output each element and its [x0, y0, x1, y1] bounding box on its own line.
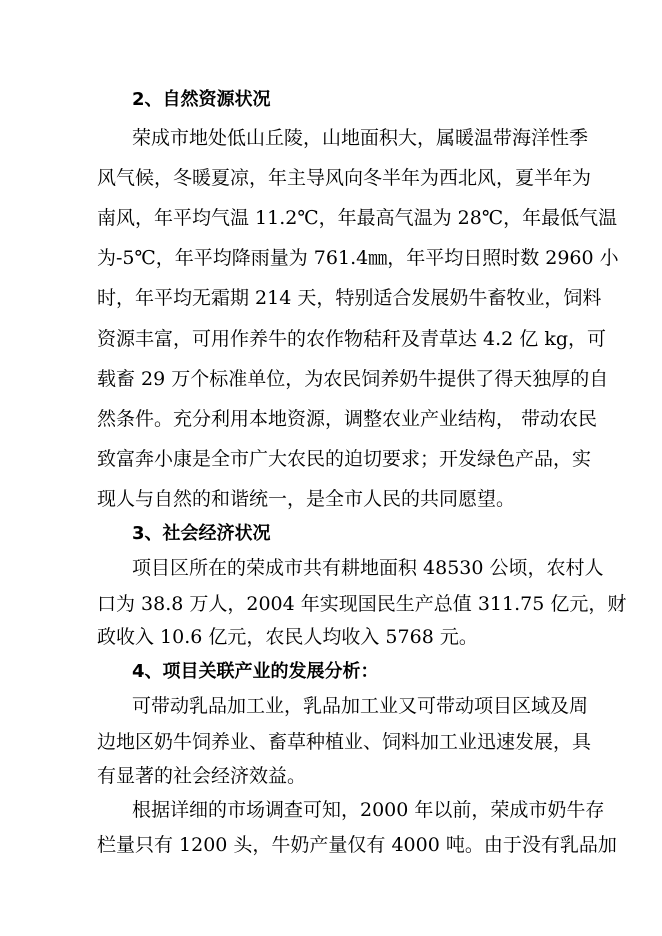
section-4-line-4: 根据详细的市场调查可知，2000 年以前，荣成市奶牛存 [132, 799, 605, 821]
section-2-line-5: 时，年平均无霜期 214 天，特别适合发展奶牛畜牧业，饲料 [97, 287, 602, 309]
section-2-line-10: 现人与自然的和谐统一，是全市人民的共同愿望。 [97, 488, 516, 510]
section-2-line-3: 南风，年平均气温 11.2℃，年最高气温为 28℃，年最低气温 [97, 207, 618, 229]
section-4-line-3: 有显著的社会经济效益。 [97, 765, 307, 787]
section-2-heading: 2、自然资源状况 [132, 89, 271, 110]
section-2-line-6: 资源丰富，可用作养牛的农作物秸秆及青草达 4.2 亿 kg，可 [97, 328, 607, 350]
section-2-line-7: 载畜 29 万个标准单位，为农民饲养奶牛提供了得天独厚的自 [97, 368, 609, 390]
section-3-line-2: 口为 38.8 万人，2004 年实现国民生产总值 311.75 亿元，财 [97, 593, 627, 615]
section-4-line-1: 可带动乳品加工业，乳品加工业又可带动项目区域及周 [132, 695, 589, 717]
section-2-line-4: 为-5℃，年平均降雨量为 761.4㎜，年平均日照时数 2960 小 [97, 247, 619, 269]
section-3-line-3: 政收入 10.6 亿元，农民人均收入 5768 元。 [97, 626, 478, 648]
section-3-line-1: 项目区所在的荣成市共有耕地面积 48530 公顷，农村人 [132, 557, 604, 579]
section-2-line-2: 风气候，冬暖夏凉，年主导风向冬半年为西北风，夏半年为 [97, 167, 592, 189]
section-4-heading: 4、项目关联产业的发展分析： [132, 661, 379, 682]
section-3-heading: 3、社会经济状况 [132, 523, 271, 544]
section-2-line-8: 然条件。充分利用本地资源，调整农业产业结构， 带动农民 [97, 408, 598, 430]
section-2-line-9: 致富奔小康是全市广大农民的迫切要求；开发绿色产品，实 [97, 448, 592, 470]
section-2-line-1: 荣成市地处低山丘陵，山地面积大，属暖温带海洋性季 [132, 127, 589, 149]
section-4-line-5: 栏量只有 1200 头，牛奶产量仅有 4000 吨。由于没有乳品加 [97, 834, 617, 856]
section-4-line-2: 边地区奶牛饲养业、畜草种植业、饲料加工业迅速发展，具 [97, 731, 592, 753]
